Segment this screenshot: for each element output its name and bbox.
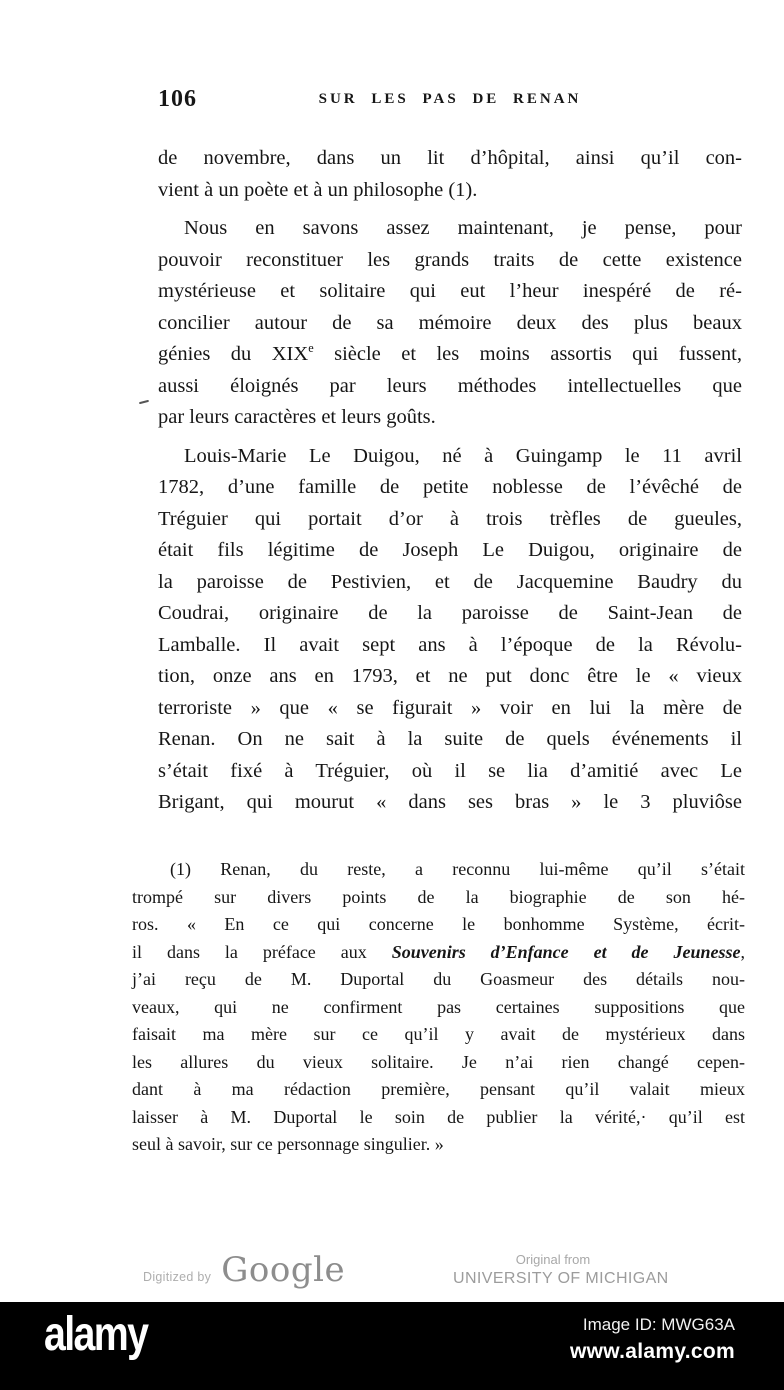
- text-line: la paroisse de Pestivien, et de Jacquemine Baudry du: [158, 570, 742, 593]
- text-line: Louis-Marie Le Duigou, né à Guingamp le 11 avril: [184, 444, 742, 467]
- text-line: dant à ma rédaction première, pensant qu’il valait mieux: [132, 1079, 745, 1099]
- text-line: 1782, d’une famille de petite noblesse de l’évêché de: [158, 476, 742, 498]
- text-line: pouvoir reconstituer les grands traits de cette existence: [158, 248, 742, 271]
- running-title: SUR LES PAS DE RENAN: [318, 91, 582, 107]
- text-line: vient à un poète et à un philosophe (1).: [158, 178, 478, 201]
- text-line: génies du XIXe siècle et les moins assortis qui fussent,: [158, 341, 743, 365]
- original-from-label: Original from: [515, 1252, 591, 1267]
- body-text: [158, 143, 742, 826]
- alamy-info: [570, 1315, 735, 1364]
- paragraph: [158, 213, 742, 434]
- paragraph: [132, 856, 745, 1159]
- text-line: terroriste » que « se figurait » voir en lui la mère de: [158, 696, 742, 719]
- institution-label: UNIVERSITY OF MICHIGAN: [453, 1270, 669, 1287]
- text-line: laisser à M. Duportal le soin de publier la vérité,· qu’il est: [132, 1106, 745, 1127]
- text-line: aussi éloignés par leurs méthodes intellectuelles que: [158, 374, 742, 397]
- text-line: il dans la préface aux Souvenirs d’Enfance et de Jeunesse,: [132, 941, 745, 962]
- digitized-by-credit: [143, 1250, 345, 1290]
- text-line: par leurs caractères et leurs goûts.: [158, 406, 436, 428]
- alamy-url: www.alamy.com: [570, 1340, 735, 1363]
- text-line: seul à savoir, sur ce personnage singulier. »: [132, 1134, 444, 1154]
- original-from-credit: [453, 1252, 669, 1288]
- text-line: les allures du vieux solitaire. Je n’ai rien changé cepen-: [132, 1051, 745, 1072]
- text-line: Nous en savons assez maintenant, je pense, pour: [184, 217, 742, 239]
- digitized-by-label: Digitized by: [143, 1270, 212, 1284]
- text-line: de novembre, dans un lit d’hôpital, ainsi qu’il con-: [158, 147, 742, 169]
- alamy-logo: alamy: [44, 1308, 148, 1361]
- paragraph: [158, 143, 742, 206]
- text-line: faisait ma mère sur ce qu’il y avait de mystérieux dans: [132, 1024, 745, 1044]
- footnote-text: [132, 856, 745, 1166]
- text-line: Renan. On ne sait à la suite de quels événements il: [158, 728, 742, 750]
- alamy-watermark-bar: [0, 1302, 784, 1390]
- text-line: ros. « En ce qui concerne le bonhomme Système, écrit-: [132, 914, 745, 934]
- text-line: était fils légitime de Joseph Le Duigou, originaire de: [158, 539, 742, 561]
- paragraph: [158, 441, 742, 819]
- text-line: (1) Renan, du reste, a reconnu lui-même qu’il s’était: [170, 859, 745, 879]
- text-line: Coudrai, originaire de la paroisse de Saint-Jean de: [158, 602, 742, 624]
- text-line: Lamballe. Il avait sept ans à l’époque de la Révolu-: [158, 633, 742, 656]
- text-line: s’était fixé à Tréguier, où il se lia d’amitié avec Le: [158, 759, 742, 782]
- google-logo: Google: [221, 1250, 346, 1290]
- digitization-credits: [0, 1240, 784, 1300]
- page-number: 106: [158, 86, 197, 112]
- text-line: trompé sur divers points de la biographie de son hé-: [132, 886, 745, 907]
- text-line: concilier autour de sa mémoire deux des plus beaux: [158, 311, 742, 334]
- text-line: j’ai reçu de M. Duportal du Goasmeur des détails nou-: [132, 969, 745, 989]
- text-line: veaux, qui ne confirment pas certaines suppositions que: [132, 996, 745, 1017]
- image-id-label: Image ID: MWG63A: [582, 1315, 735, 1334]
- text-line: mystérieuse et solitaire qui eut l’heur inespéré de ré-: [158, 280, 742, 302]
- text-line: Brigant, qui mourut « dans ses bras » le 3 pluviôse: [158, 791, 742, 813]
- text-line: tion, onze ans en 1793, et ne put donc être le « vieux: [158, 665, 742, 687]
- ink-artifact: [139, 400, 149, 404]
- page-header: [158, 86, 742, 112]
- text-line: Tréguier qui portait d’or à trois trèfles de gueules,: [158, 507, 742, 530]
